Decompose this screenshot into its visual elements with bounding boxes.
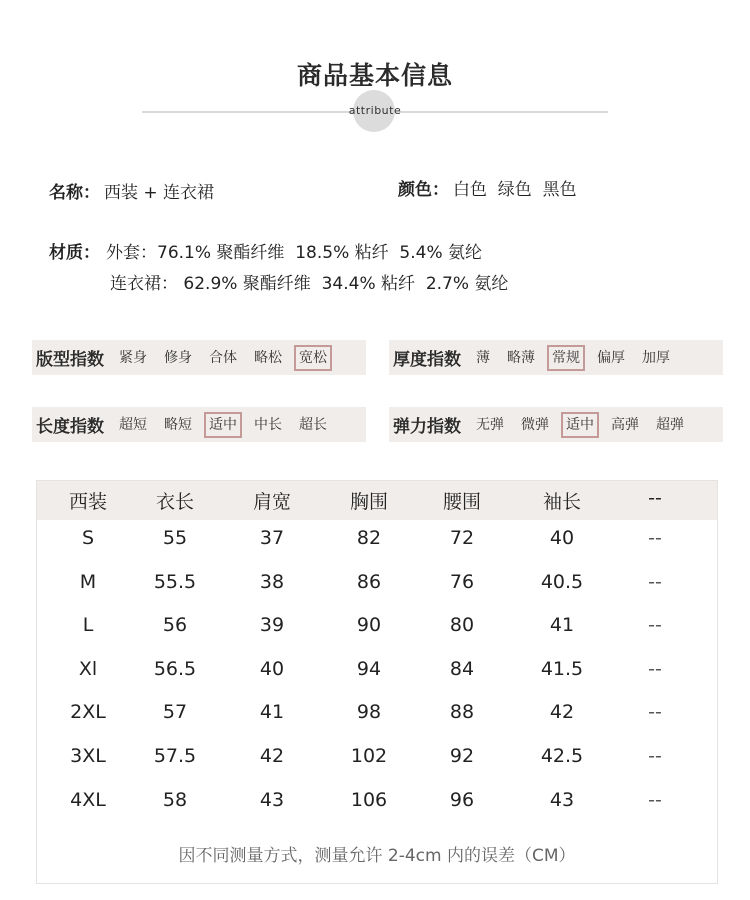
length-option-selected: 适中 — [204, 412, 242, 438]
length-index-bar — [32, 407, 366, 442]
thickness-option: 薄 — [476, 349, 490, 366]
table-cell: 88 — [449, 701, 475, 723]
table-cell: 39 — [259, 614, 285, 636]
table-cell: 41 — [259, 701, 285, 723]
table-cell: 76 — [449, 571, 475, 593]
table-cell: 41 — [549, 614, 575, 636]
table-cell: -- — [648, 745, 662, 767]
length-option: 超短 — [119, 416, 147, 433]
table-cell: 40 — [259, 658, 285, 680]
thickness-option: 略薄 — [507, 349, 535, 366]
table-cell: 72 — [449, 527, 475, 549]
table-cell: -- — [648, 614, 662, 636]
table-cell: 42.5 — [540, 745, 584, 767]
table-cell: 42 — [259, 745, 285, 767]
table-cell: -- — [648, 701, 662, 723]
page-title: 商品基本信息 — [296, 61, 453, 90]
material-row — [49, 238, 482, 263]
table-cell: 90 — [356, 614, 382, 636]
table-cell: -- — [648, 789, 662, 811]
fit-option: 紧身 — [119, 349, 147, 366]
table-cell: 55 — [162, 527, 188, 549]
color-label: 颜色： — [398, 180, 449, 200]
fit-index-title: 版型指数 — [36, 350, 104, 370]
table-header-cell: 西装 — [68, 491, 107, 513]
thickness-option: 加厚 — [642, 349, 670, 366]
table-cell: 40 — [549, 527, 575, 549]
table-cell: 56 — [162, 614, 188, 636]
table-cell: 55.5 — [153, 571, 197, 593]
table-cell: 42 — [549, 701, 575, 723]
table-cell: 58 — [162, 789, 188, 811]
table-cell: 40.5 — [540, 571, 584, 593]
table-cell: 80 — [449, 614, 475, 636]
table-cell: -- — [648, 571, 662, 593]
table-cell: Xl — [78, 658, 98, 680]
table-cell: S — [81, 527, 95, 549]
name-row — [49, 178, 214, 203]
length-option: 中长 — [254, 416, 282, 433]
color-row — [398, 175, 577, 200]
material-line-jacket: 外套：76.1% 聚酯纤维 18.5% 粘纤 5.4% 氨纶 — [106, 243, 483, 263]
fit-option-selected: 宽松 — [294, 345, 332, 371]
measurement-note: 因不同测量方式，测量允许 2-4cm 内的误差（CM） — [178, 846, 576, 866]
table-header-cell: 衣长 — [155, 491, 194, 513]
table-cell: 86 — [356, 571, 382, 593]
fit-option: 合体 — [209, 349, 237, 366]
color-value: 白色 绿色 黑色 — [453, 180, 577, 200]
length-index-title: 长度指数 — [36, 417, 104, 437]
table-cell: 38 — [259, 571, 285, 593]
table-header-cell: 袖长 — [542, 491, 581, 513]
table-cell: M — [79, 571, 97, 593]
name-label: 名称： — [49, 183, 100, 203]
table-cell: 94 — [356, 658, 382, 680]
table-cell: 96 — [449, 789, 475, 811]
fit-option: 修身 — [164, 349, 192, 366]
table-header-cell: -- — [648, 487, 662, 509]
table-cell: 57 — [162, 701, 188, 723]
fit-index-bar — [32, 340, 366, 375]
length-option: 超长 — [299, 416, 327, 433]
table-cell: 4XL — [70, 789, 106, 811]
table-cell: 3XL — [70, 745, 106, 767]
elasticity-option: 无弹 — [476, 416, 504, 433]
material-label: 材质： — [49, 243, 100, 263]
table-header-cell: 腰围 — [442, 491, 481, 513]
page-subtitle: attribute — [348, 104, 402, 117]
table-cell: 82 — [356, 527, 382, 549]
length-option: 略短 — [164, 416, 192, 433]
table-cell: -- — [648, 527, 662, 549]
table-cell: 41.5 — [540, 658, 584, 680]
table-cell: 43 — [259, 789, 285, 811]
thickness-index-title: 厚度指数 — [393, 350, 461, 370]
elasticity-index-bar — [389, 407, 723, 442]
table-cell: 57.5 — [153, 745, 197, 767]
elasticity-index-title: 弹力指数 — [393, 417, 461, 437]
table-cell: L — [82, 614, 94, 636]
table-cell: 102 — [350, 745, 388, 767]
thickness-option: 偏厚 — [597, 349, 625, 366]
table-cell: 106 — [350, 789, 388, 811]
material-line-dress: 连衣裙： 62.9% 聚酯纤维 34.4% 粘纤 2.7% 氨纶 — [110, 274, 509, 294]
table-cell: 98 — [356, 701, 382, 723]
table-header-cell: 胸围 — [349, 491, 388, 513]
elasticity-option: 微弹 — [521, 416, 549, 433]
table-header-cell: 肩宽 — [252, 491, 291, 513]
elasticity-option: 超弹 — [656, 416, 684, 433]
table-cell: 56.5 — [153, 658, 197, 680]
table-cell: -- — [648, 658, 662, 680]
thickness-index-bar — [389, 340, 723, 375]
table-cell: 84 — [449, 658, 475, 680]
table-cell: 92 — [449, 745, 475, 767]
table-cell: 43 — [549, 789, 575, 811]
table-cell: 37 — [259, 527, 285, 549]
fit-option: 略松 — [254, 349, 282, 366]
thickness-option-selected: 常规 — [547, 345, 585, 371]
elasticity-option: 高弹 — [611, 416, 639, 433]
name-value: 西装 + 连衣裙 — [104, 183, 215, 203]
elasticity-option-selected: 适中 — [561, 412, 599, 438]
table-cell: 2XL — [70, 701, 106, 723]
material-row-dress — [110, 269, 508, 294]
